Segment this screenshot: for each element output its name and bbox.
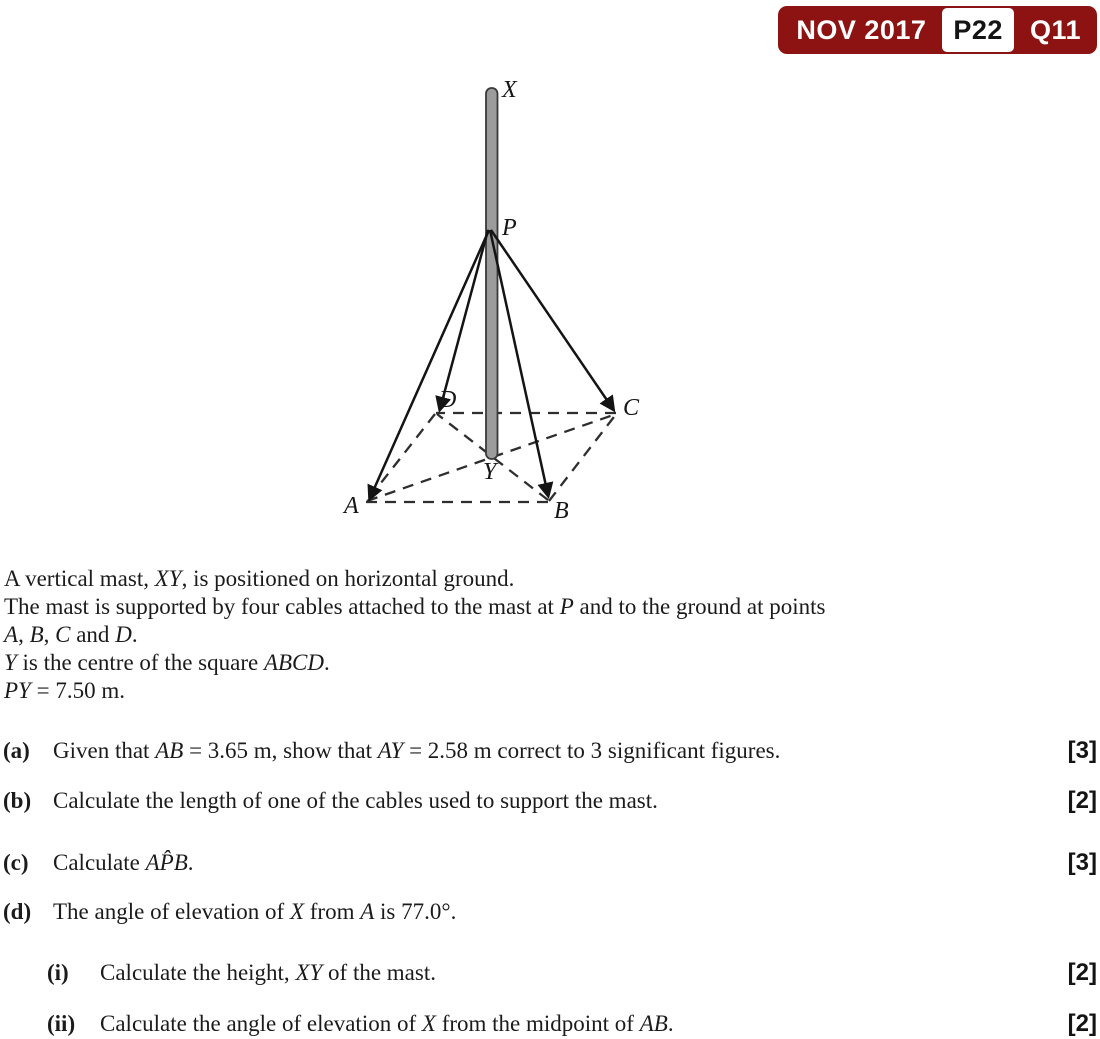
intro-line-3: A, B, C and D.: [4, 622, 138, 647]
cable-PD: [440, 230, 488, 409]
mast-bar: [486, 88, 498, 459]
part-c-marks: [3]: [1067, 849, 1097, 876]
part-d-i-text: Calculate the height, XY of the mast.: [100, 960, 436, 985]
part-c-row: [3, 848, 1097, 878]
part-d-i-label: (i): [47, 960, 69, 985]
part-b-label: (b): [3, 788, 32, 813]
part-d-label: (d): [3, 899, 32, 924]
label-A: A: [344, 493, 359, 519]
intro-line-4: Y is the centre of the square ABCD.: [4, 650, 330, 675]
intro-line-5: PY = 7.50 m.: [4, 678, 125, 703]
part-a-label: (a): [3, 738, 30, 763]
part-d-text: The angle of elevation of X from A is 77.0°.: [53, 899, 457, 924]
part-c-label: (c): [3, 850, 29, 875]
part-d-ii-row: [3, 1009, 1097, 1039]
label-C: C: [623, 395, 640, 421]
part-a-marks: [3]: [1067, 737, 1097, 764]
badge-session-label: NOV 2017: [796, 14, 927, 45]
part-c-text: Calculate AP̂B.: [53, 850, 194, 875]
part-b-marks: [2]: [1067, 787, 1097, 814]
part-d-i-marks: [2]: [1067, 959, 1097, 986]
question-intro: [4, 565, 1097, 705]
label-Y: Y: [483, 459, 497, 485]
part-a-text: Given that AB = 3.65 m, show that AY = 2.58 m correct to 3 significant figures.: [53, 738, 781, 763]
part-a-row: [3, 736, 1097, 766]
part-d-ii-text: Calculate the angle of elevation of X from the midpoint of AB.: [100, 1011, 674, 1036]
label-B: B: [554, 498, 569, 524]
label-P: P: [502, 215, 517, 241]
paper-reference-badge: [778, 6, 1097, 54]
label-D: D: [439, 387, 457, 413]
label-X: X: [502, 77, 517, 103]
intro-line-1: A vertical mast, XY, is positioned on horizontal ground.: [4, 566, 515, 591]
badge-question-label: Q11: [1029, 14, 1081, 45]
badge-paper-label: P22: [942, 8, 1014, 52]
part-d-i-row: [3, 958, 1097, 988]
part-d-ii-label: (ii): [47, 1011, 76, 1036]
part-d-ii-marks: [2]: [1067, 1010, 1097, 1037]
part-b-text: Calculate the length of one of the cables used to support the mast.: [53, 788, 658, 813]
part-b-row: [3, 786, 1097, 816]
intro-line-2: The mast is supported by four cables attached to the mast at P and to the ground at points: [4, 594, 826, 619]
cable-PA: [370, 230, 489, 498]
mast-diagram: [330, 70, 690, 540]
part-d-row: [3, 897, 1097, 927]
